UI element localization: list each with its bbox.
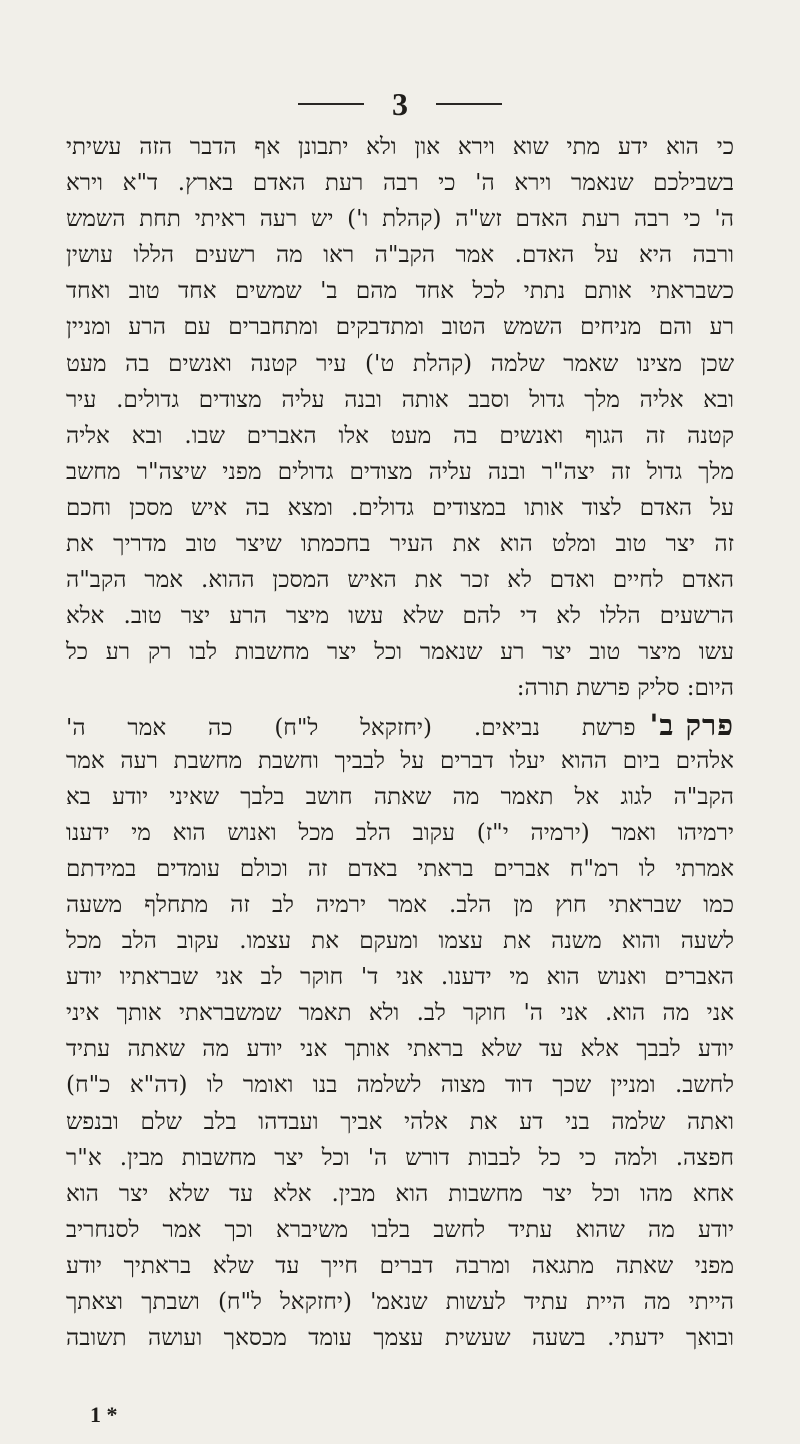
text-line-16: היום: סליק פרשת תורה: (516, 675, 734, 702)
page-number: 3 (392, 86, 408, 122)
text-line-18: אלהים ביום ההוא יעלו דברים על לבביך וחשבת מחשבת רעה אמר (66, 747, 734, 774)
text-line-12: זה יצר טוב ומלט הוא את העיר בחכמתו שיצר טוב מדריך את (66, 531, 734, 558)
text-line-24: האברים ואנוש הוא מי ידענו. אני ד' חוקר לב אני שבראתיו יודע (66, 964, 734, 991)
text-line-5: כשבראתי אותם נתתי לכל אחד מהם ב' שמשים אחד טוב ואחד (66, 278, 734, 305)
text-line-1: כי הוא ידע מתי שוא וירא און ולא יתבונן אף הדבר הזה עשיתי (66, 134, 734, 160)
text-line-15: עשו מיצר טוב יצר רע שנאמר וכל יצר מחשבות לבו רק רע כל (66, 639, 734, 666)
text-line-33: הייתי מה היית עתיד לעשות שנאמ' (יחזקאל ל"ח) ושבתך וצאתך (66, 1289, 734, 1315)
text-line-31: יודע מה שהוא עתיד לחשב בלבו משיברא וכך אמר לסנחריב (66, 1216, 734, 1243)
body-text (66, 129, 734, 1356)
page-header (0, 84, 800, 124)
text-line-6: רע והם מניחים השמש הטוב ומתדבקים ומתחברים עם הרע ומניין (66, 314, 734, 341)
header-rule-right (436, 103, 502, 105)
text-line-4: ורבה היא על האדם. אמר הקב"ה ראו מה רשעים הללו עושין (66, 242, 734, 269)
signature-mark: 1 * (90, 1402, 118, 1427)
text-line-7: שכן מצינו שאמר שלמה (קהלת ט') עיר קטנה ואנשים בה מעט (66, 350, 734, 377)
text-line-2: בשבילכם שנאמר וירא ה' כי רבה רעת האדם בארץ. ד"א וירא (66, 170, 734, 197)
text-line-26: יודע לבבך אלא עד שלא בראתי אותך אני יודע מה שאתה עתיד (66, 1036, 734, 1063)
text-line-20: ירמיהו ואמר (ירמיה י"ז) עקוב הלב מכל ואנוש הוא מי ידענו (66, 819, 734, 846)
chapter-line (66, 707, 734, 743)
chapter-heading: פרק ב' (649, 707, 734, 742)
text-line-11: על האדם לצוד אותו במצודים גדולים. ומצא בה איש מסכן וחכם (66, 494, 734, 521)
text-line-8: ובא אליה מלך גדול וסבב אותה ובנה עליה מצודים גדולים. עיר (66, 386, 734, 413)
chapter-line-text: פרשת נביאים. (יחזקאל ל"ח) כה אמר ה' (66, 714, 636, 741)
text-line-27: לחשב. ומניין שכך דוד מצוה לשלמה בנו ואומר לו (דה"א כ"ח) (66, 1072, 734, 1099)
text-line-25: אני מה הוא. אני ה' חוקר לב. ולא תאמר שמשבראתי אותך איני (66, 1000, 734, 1027)
text-line-10: מלך גדול זה יצה"ר ובנה עליה מצודים גדולים מפני שיצה"ר מחשב (66, 458, 734, 485)
text-line-13: האדם לחיים ואדם לא זכר את האיש המסכן ההוא. אמר הקב"ה (66, 567, 734, 594)
text-line-32: מפני שאתה מתגאה ומרבה דברים חייך עד שלא בראתיך יודע (66, 1252, 734, 1279)
text-line-29: חפצה. ולמה כי כל לבבות דורש ה' וכל יצר מחשבות מבין. א"ר (66, 1144, 734, 1171)
text-line-22: כמו שבראתי חוץ מן הלב. אמר ירמיה לב זה מתחלף משעה (66, 891, 734, 918)
text-line-28: ואתה שלמה בני דע את אלהי אביך ועבדהו בלב שלם ובנפש (66, 1108, 734, 1135)
text-line-9: קטנה זה הגוף ואנשים בה מעט אלו האברים שבו. ובא אליה (66, 422, 734, 449)
text-line-14: הרשעים הללו לא די להם שלא עשו מיצר הרע יצר טוב. אלא (66, 603, 734, 630)
text-line-30: אחא מהו וכל יצר מחשבות הוא מבין. אלא עד שלא יצר הוא (66, 1180, 734, 1207)
text-line-19: הקב"ה לגוג אל תאמר מה שאתה חושב בלבך שאיני יודע בא (66, 783, 734, 810)
text-line-21: אמרתי לו רמ"ח אברים בראתי באדם זה וכולם עומדים במידתם (66, 855, 734, 882)
text-line-23: לשעה והוא משנה את עצמו ומעקם את עצמו. עקוב הלב מכל (66, 928, 734, 955)
text-line-3: ה' כי רבה רעת האדם זש"ה (קהלת ו') יש רעה ראיתי תחת השמש (66, 206, 734, 233)
header-rule-left (298, 103, 364, 105)
text-line-34: ובואך ידעתי. בשעה שעשית עצמך עומד מכסאך ועושה תשובה (66, 1325, 734, 1352)
